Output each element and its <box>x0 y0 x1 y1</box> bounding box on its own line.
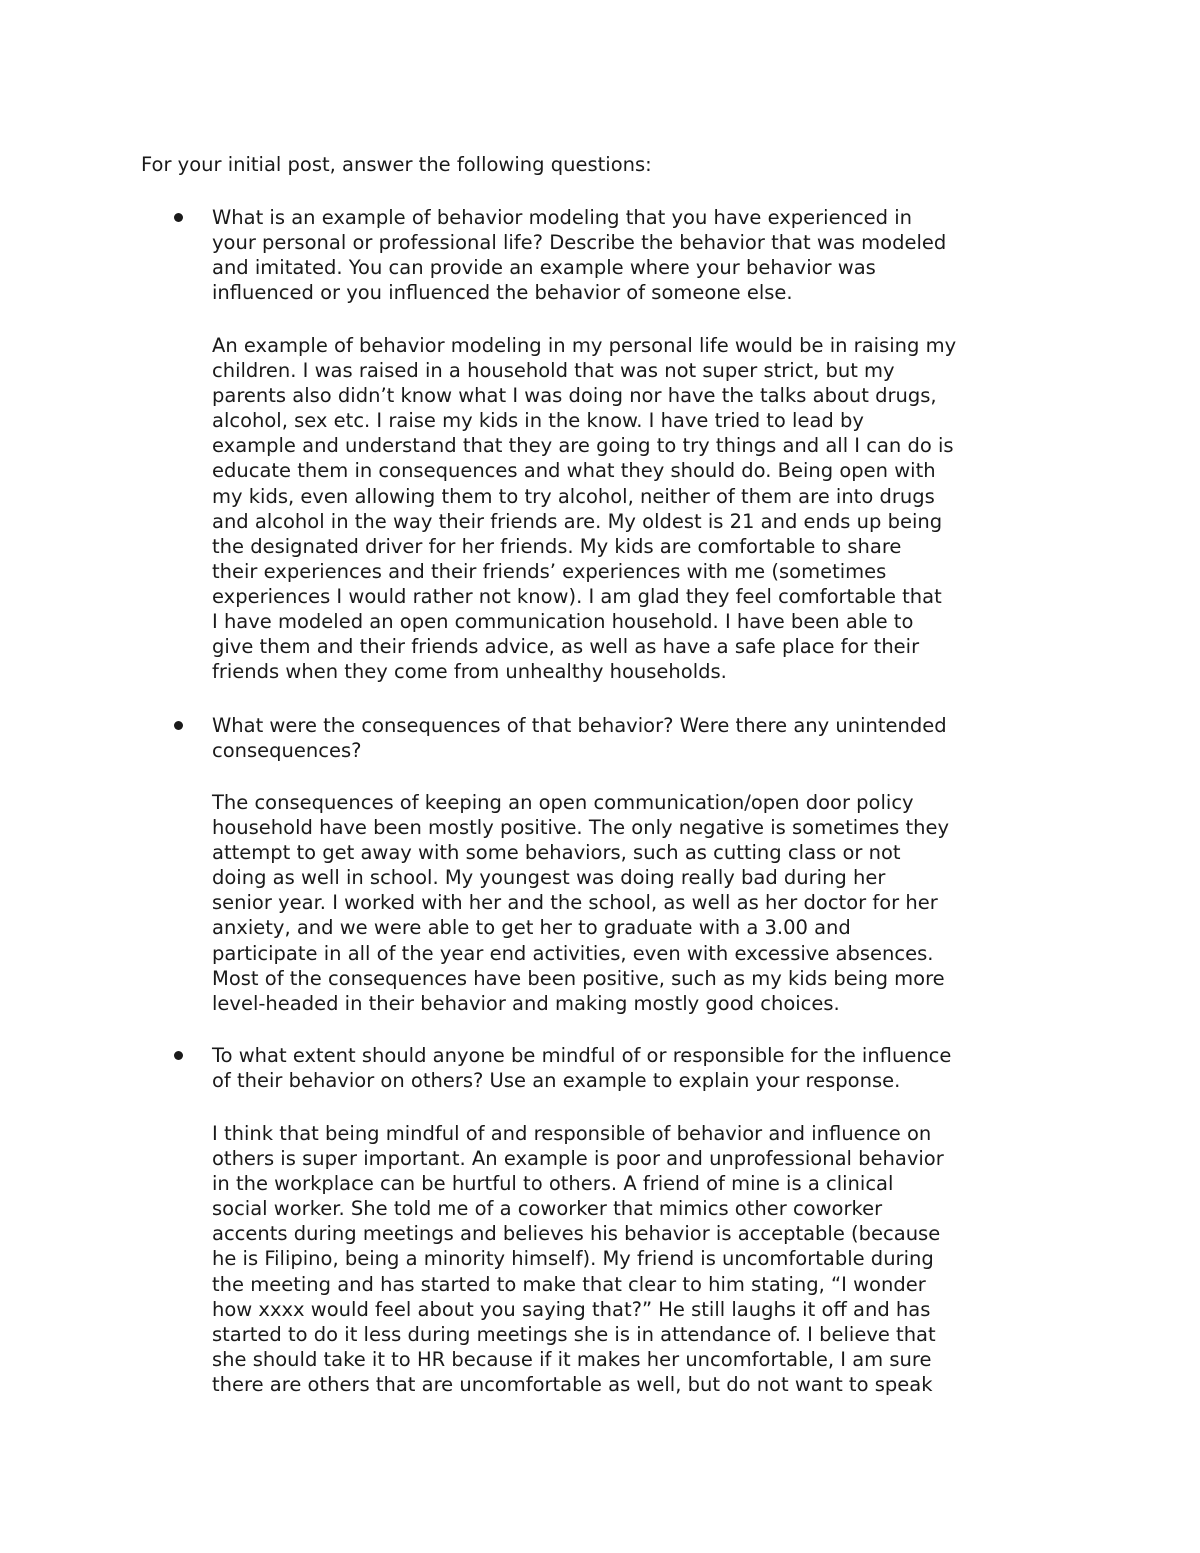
answer-3-line: others is super important. An example is poor and unprofessional behavior <box>212 1147 944 1171</box>
answer-3-line: started to do it less during meetings she is in attendance of. I believe that <box>212 1322 936 1346</box>
answer-1-line: An example of behavior modeling in my personal life would be in raising my <box>212 334 957 357</box>
answer-3-line: social worker. She told me of a coworker that mimics other coworker <box>212 1197 883 1221</box>
answer-1-line: example and understand that they are going to try things and all I can do is <box>212 434 954 458</box>
answer-1-line: and alcohol in the way their friends are. My oldest is 21 and ends up being <box>212 509 943 533</box>
answer-3-line: how xxxx would feel about you saying that?” He still laughs it off and has <box>212 1297 931 1321</box>
answer-1-line: I have modeled an open communication household. I have been able to <box>212 610 914 634</box>
question-1-line: your personal or professional life? Describe the behavior that was modeled <box>212 231 947 255</box>
question-3-line: To what extent should anyone be mindful of or responsible for the influence <box>212 1044 952 1067</box>
answer-1-line: children. I was raised in a household that was not super strict, but my <box>212 359 895 383</box>
answer-2-line: doing as well in school. My youngest was doing really bad during her <box>212 866 886 890</box>
intro-text: For your initial post, answer the following questions: <box>141 153 652 176</box>
answer-3-line: the meeting and has started to make that clear to him stating, “I wonder <box>212 1272 926 1296</box>
answer-2-line: senior year. I worked with her and the school, as well as her doctor for her <box>212 891 938 915</box>
answer-3-line: in the workplace can be hurtful to others. A friend of mine is a clinical <box>212 1172 894 1196</box>
answer-1-line: educate them in consequences and what they should do. Being open with <box>212 459 936 483</box>
answer-3-line: accents during meetings and believes his behavior is acceptable (because <box>212 1222 941 1246</box>
answer-2-line: The consequences of keeping an open communication/open door policy <box>212 791 914 814</box>
question-1-line: and imitated. You can provide an example where your behavior was <box>212 256 876 280</box>
bullet-1 <box>174 213 183 222</box>
question-2 <box>212 713 947 763</box>
answer-1-line: give them and their friends advice, as well as have a safe place for their <box>212 635 920 659</box>
answer-2-line: Most of the consequences have been positive, such as my kids being more <box>212 966 945 990</box>
answer-2 <box>212 790 949 1016</box>
answer-1-line: friends when they come from unhealthy households. <box>212 660 727 684</box>
question-2-line: What were the consequences of that behavior? Were there any unintended <box>212 714 947 737</box>
bullet-2 <box>174 721 183 730</box>
answer-1-line: alcohol, sex etc. I raise my kids in the know. I have tried to lead by <box>212 409 864 433</box>
answer-2-line: participate in all of the year end activities, even with excessive absences. <box>212 941 934 965</box>
answer-3-line: he is Filipino, being a minority himself). My friend is uncomfortable during <box>212 1247 934 1271</box>
answer-2-line: level-headed in their behavior and making mostly good choices. <box>212 991 840 1015</box>
answer-1 <box>212 333 956 684</box>
answer-3-line: there are others that are uncomfortable as well, but do not want to speak <box>212 1372 933 1396</box>
answer-2-line: attempt to get away with some behaviors, such as cutting class or not <box>212 841 901 865</box>
question-1-line: What is an example of behavior modeling that you have experienced in <box>212 206 913 229</box>
answer-3 <box>212 1121 944 1397</box>
question-1 <box>212 205 946 305</box>
answer-1-line: their experiences and their friends’ experiences with me (sometimes <box>212 559 887 583</box>
question-2-line: consequences? <box>212 739 362 763</box>
bullet-3 <box>174 1051 183 1060</box>
answer-2-line: anxiety, and we were able to get her to graduate with a 3.00 and <box>212 916 851 940</box>
answer-1-line: parents also didn’t know what I was doing nor have the talks about drugs, <box>212 384 937 408</box>
question-1-line: influenced or you influenced the behavior of someone else. <box>212 281 793 305</box>
answer-2-line: household have been mostly positive. The only negative is sometimes they <box>212 816 950 840</box>
question-3 <box>212 1043 951 1093</box>
answer-3-line: I think that being mindful of and responsible of behavior and influence on <box>212 1122 932 1145</box>
answer-1-line: the designated driver for her friends. My kids are comfortable to share <box>212 534 902 558</box>
question-3-line: of their behavior on others? Use an example to explain your response. <box>212 1069 901 1093</box>
answer-1-line: my kids, even allowing them to try alcohol, neither of them are into drugs <box>212 484 935 508</box>
answer-3-line: she should take it to HR because if it makes her uncomfortable, I am sure <box>212 1347 932 1371</box>
answer-1-line: experiences I would rather not know). I am glad they feel comfortable that <box>212 584 942 608</box>
